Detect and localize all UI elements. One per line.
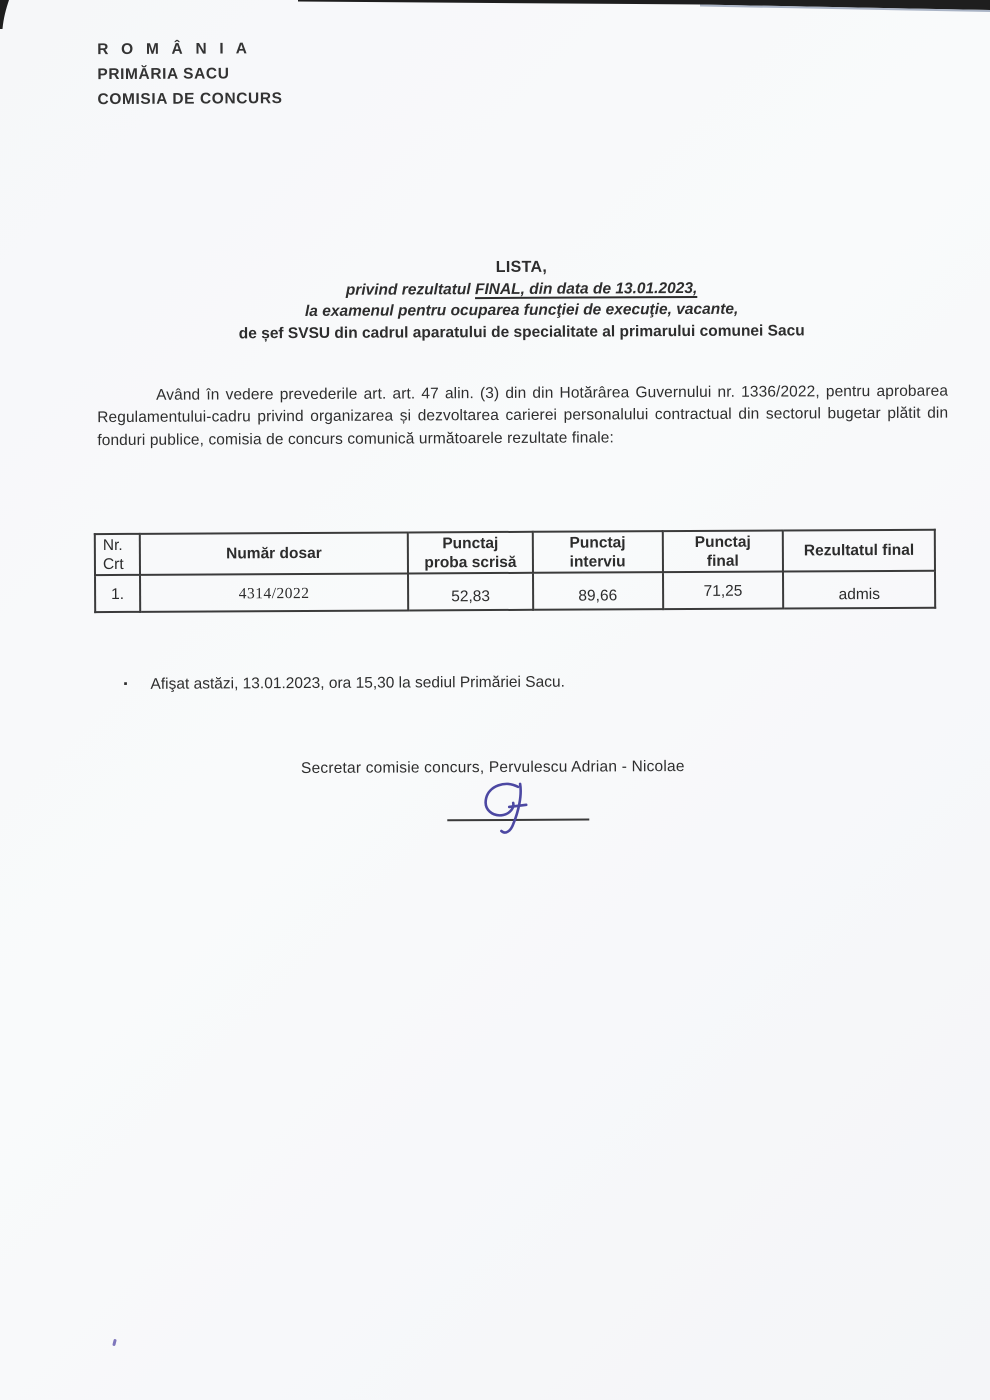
posting-note-text: Afişat astăzi, 13.01.2023, ora 15,30 la sediul Primăriei Sacu.: [150, 673, 565, 693]
cell-dosar: 4314/2022: [140, 573, 408, 611]
title-exam-line: la examenul pentru ocuparea funcţiei de execuţie, vacante,: [304, 300, 739, 320]
document-title: LISTA,: [495, 258, 548, 276]
letterhead-committee: COMISIA DE CONCURS: [97, 90, 283, 109]
cell-punctaj-final: 71,25: [663, 571, 784, 609]
title-position-line: de șef SVSU din cadrul aparatului de specialitate al primarului comunei Sacu: [238, 321, 805, 342]
subtitle-underlined-date: FINAL, din data de 13.01.2023,: [474, 279, 698, 298]
cell-rezultat: admis: [783, 571, 935, 609]
letterhead-institution: PRIMĂRIA SACU: [97, 65, 230, 84]
col-header-rezultat-final: Rezultatul final: [783, 530, 935, 572]
col-header-punctaj-final: Punctaj final: [662, 530, 783, 572]
ink-speck-artifact: [112, 1339, 117, 1347]
title-block: [96, 255, 946, 345]
scan-corner-left-artifact: [0, 0, 14, 30]
letterhead-country: R O M Â N I A: [97, 40, 252, 59]
col-header-nr-crt: Nr. Crt: [95, 534, 140, 575]
results-table: [94, 529, 936, 613]
scan-edge-top-artifact: [0, 0, 990, 16]
cell-punctaj-interviu: 89,66: [533, 572, 663, 610]
bullet-icon: ▪: [123, 677, 128, 690]
handwritten-signature: [439, 777, 609, 842]
col-header-numar-dosar: Număr dosar: [140, 532, 408, 574]
intro-paragraph: Având în vedere prevederile art. art. 47 alin. (3) din din Hotărârea Guvernului nr. 1336/2022, pentru aprobarea Regulamentului-cadru privind organizarea și dezvoltarea carierei personalului contractual din sectorul bugetar plătit din fonduri publice, comisia de concurs comunică următoarele rezultate finale:: [97, 382, 949, 449]
col-header-punctaj-scris: Punctaj proba scrisă: [408, 532, 533, 574]
table-header-row: [95, 530, 935, 575]
cell-punctaj-scris: 52,83: [408, 573, 533, 611]
posting-note: [124, 674, 565, 694]
col-header-punctaj-interviu: Punctaj interviu: [533, 531, 663, 573]
letterhead: [97, 36, 282, 112]
table-row: [95, 571, 935, 612]
signature-caption: Secretar comisie concurs, Pervulescu Adrian - Nicolae: [300, 758, 685, 778]
cell-nr: 1.: [95, 575, 140, 612]
subtitle-prefix: privind rezultatul: [345, 280, 476, 299]
